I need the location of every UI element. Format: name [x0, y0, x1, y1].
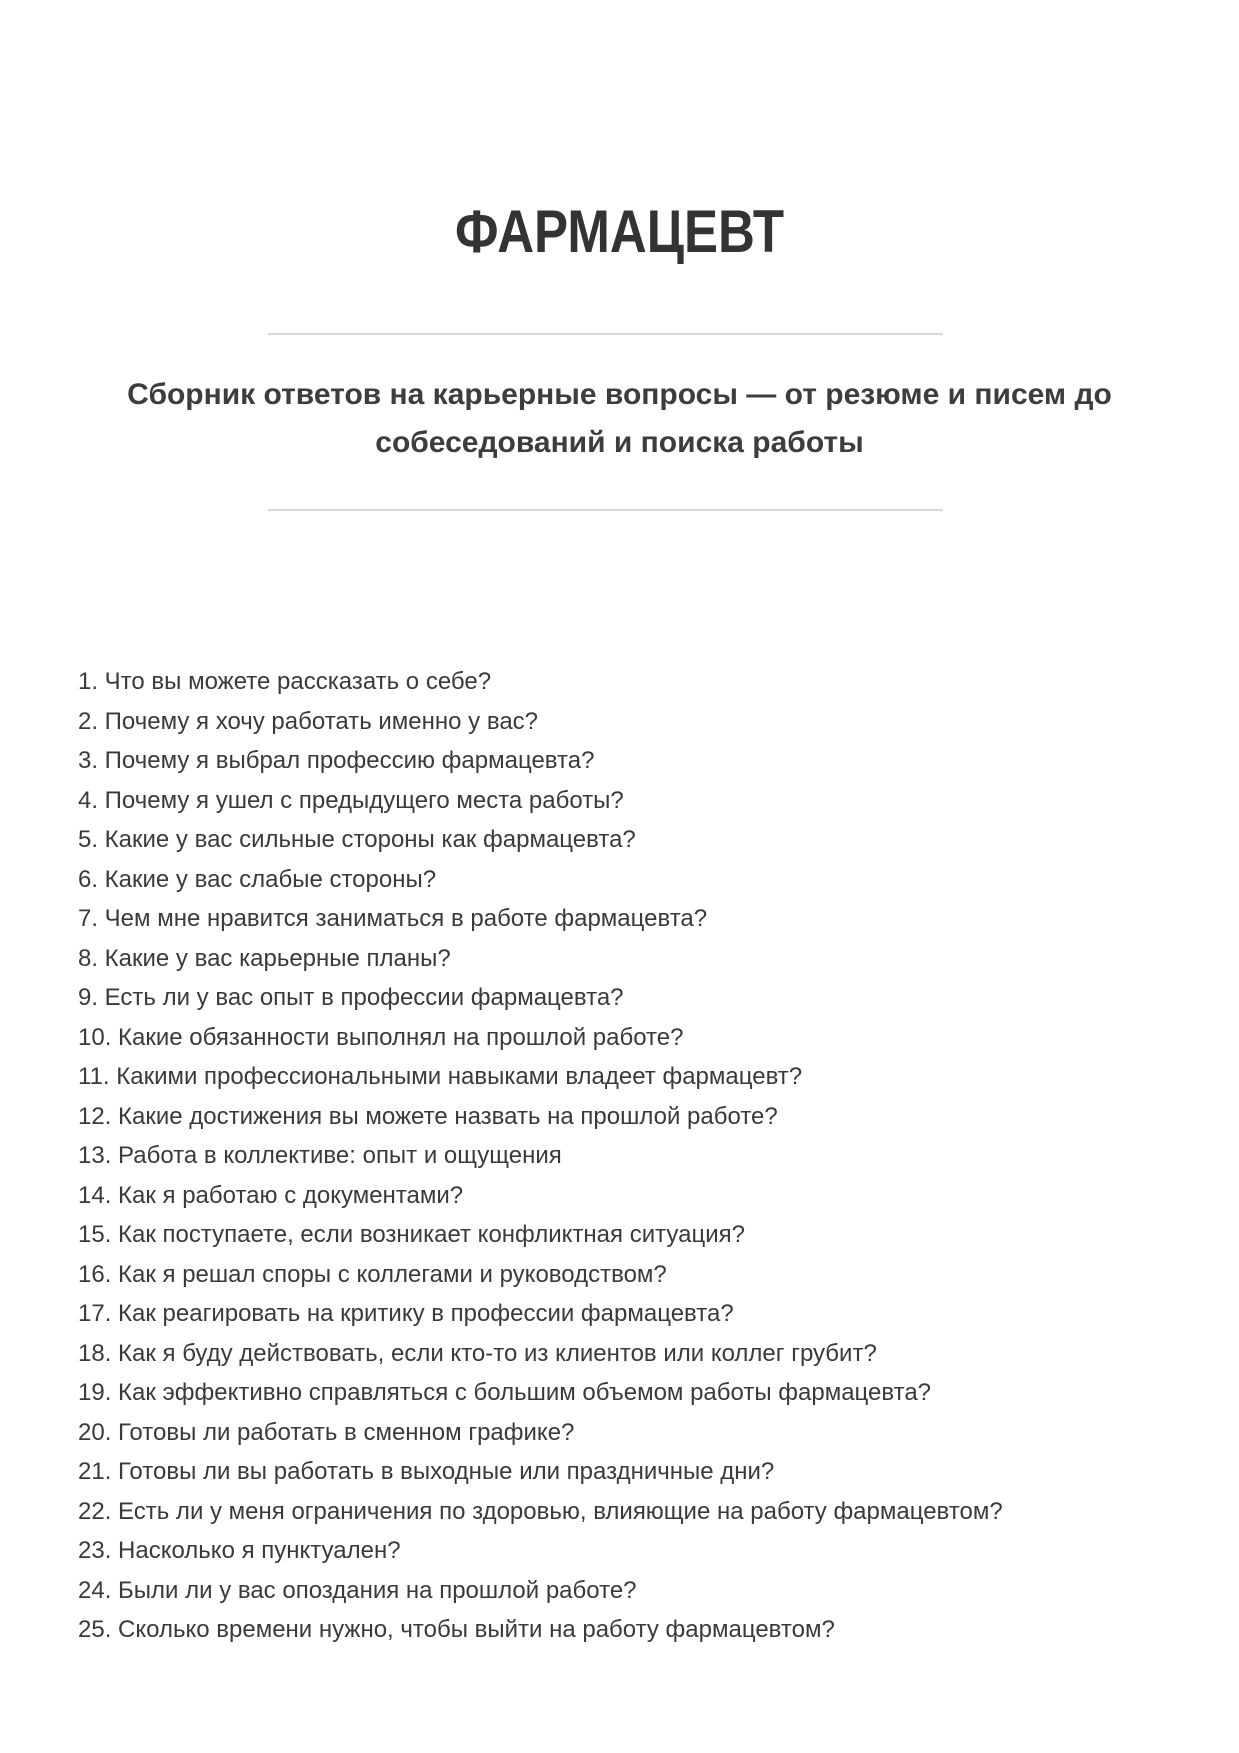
questions-list — [78, 662, 1179, 1650]
question-item: 20. Готовы ли работать в сменном графике? — [78, 1418, 575, 1446]
question-item: 23. Насколько я пунктуален? — [78, 1537, 401, 1564]
question-item: 10. Какие обязанности выполнял на прошлой работе? — [78, 1023, 684, 1051]
page-title: ФАРМАЦЕВТ — [454, 198, 785, 265]
question-item: 25. Сколько времени нужно, чтобы выйти на работу фармацевтом? — [78, 1616, 835, 1643]
question-item: 13. Работа в коллективе: опыт и ощущения — [78, 1142, 562, 1169]
question-item: 19. Как эффективно справляться с большим объемом работы фармацевта? — [78, 1379, 932, 1406]
question-item: 3. Почему я выбрал профессию фармацевта? — [78, 747, 595, 774]
question-item: 2. Почему я хочу работать именно у вас? — [78, 707, 539, 735]
question-item: 8. Какие у вас карьерные планы? — [78, 944, 451, 972]
question-item: 22. Есть ли у меня ограничения по здоровью, влияющие на работу фармацевтом? — [78, 1497, 1003, 1525]
question-item: 16. Как я решал споры с коллегами и руководством? — [78, 1260, 667, 1288]
question-item: 4. Почему я ушел с предыдущего места работы? — [78, 786, 624, 814]
question-item: 14. Как я работаю с документами? — [78, 1181, 464, 1209]
divider-bottom — [268, 509, 943, 511]
question-item: 21. Готовы ли вы работать в выходные или праздничные дни? — [78, 1458, 775, 1485]
question-item: 24. Были ли у вас опоздания на прошлой работе? — [78, 1576, 637, 1604]
question-item: 18. Как я буду действовать, если кто-то из клиентов или коллег грубит? — [78, 1339, 877, 1367]
question-item: 15. Как поступаете, если возникает конфликтная ситуация? — [78, 1221, 745, 1248]
question-item: 17. Как реагировать на критику в профессии фармацевта? — [78, 1300, 734, 1327]
question-item: 6. Какие у вас слабые стороны? — [78, 865, 437, 893]
question-item: 11. Какими профессиональными навыками владеет фармацевт? — [78, 1063, 803, 1090]
divider-top — [268, 333, 943, 335]
question-item: 5. Какие у вас сильные стороны как фармацевта? — [78, 826, 636, 853]
question-item: 12. Какие достижения вы можете назвать на прошлой работе? — [78, 1102, 778, 1130]
question-item: 7. Чем мне нравится заниматься в работе фармацевта? — [78, 905, 708, 932]
question-item: 1. Что вы можете рассказать о себе? — [78, 668, 492, 695]
page-subtitle: Сборник ответов на карьерные вопросы — от резюме и писем до собеседований и поиска работы — [127, 378, 1112, 459]
question-item: 9. Есть ли у вас опыт в профессии фармацевта? — [78, 984, 624, 1011]
